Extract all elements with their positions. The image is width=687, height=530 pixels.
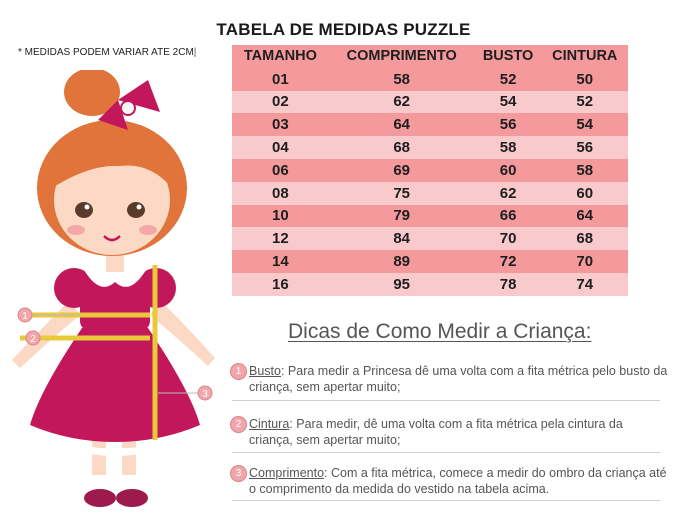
cell-length: 62	[393, 93, 411, 111]
cell-length: 89	[393, 253, 411, 271]
table-row	[232, 136, 628, 159]
cell-size: 03	[272, 116, 289, 134]
tip-text	[249, 416, 670, 448]
tip-number-badge: 1	[230, 363, 247, 380]
cell-length: 64	[393, 116, 411, 134]
hair-bow-knot	[121, 101, 135, 115]
cell-waist: 50	[576, 70, 594, 88]
header-comprimento: COMPRIMENTO	[346, 48, 457, 65]
tip-waist	[230, 416, 670, 448]
cell-size: 16	[272, 275, 289, 293]
tip-divider	[232, 400, 660, 401]
cell-bust: 70	[499, 230, 517, 248]
cell-waist: 52	[576, 93, 594, 111]
table-row	[232, 205, 628, 228]
cell-waist: 58	[576, 161, 594, 179]
cell-bust: 58	[499, 139, 517, 157]
size-table	[232, 45, 628, 296]
tip-divider	[232, 452, 660, 453]
tip-description: : Para medir, dê uma volta com a fita métrica pela cintura da criança, sem apertar muito;	[249, 417, 623, 447]
cell-size: 08	[272, 184, 289, 202]
header-busto: BUSTO	[482, 48, 534, 65]
cell-size: 06	[272, 161, 289, 179]
cell-bust: 54	[499, 93, 517, 111]
tip-keyword: Comprimento	[249, 466, 325, 480]
left-shoe	[84, 489, 116, 507]
cell-bust: 66	[499, 207, 517, 225]
cell-size: 14	[272, 253, 289, 271]
table-row	[232, 91, 628, 114]
cell-waist: 68	[576, 230, 594, 248]
cell-size: 01	[272, 70, 289, 88]
dress-skirt	[30, 328, 200, 442]
cell-waist: 64	[576, 207, 594, 225]
left-cheek	[67, 225, 85, 235]
right-eye	[127, 202, 145, 218]
cell-bust: 72	[499, 253, 517, 271]
tip-bust	[230, 363, 670, 395]
table-row	[232, 113, 628, 136]
tip-divider	[232, 500, 660, 501]
text-cursor-bar: |	[193, 47, 197, 58]
tip-text	[249, 363, 670, 395]
marker-1-label: 1	[22, 311, 28, 322]
cell-length: 79	[393, 207, 411, 225]
right-shoe	[116, 489, 148, 507]
cell-length: 58	[393, 70, 411, 88]
left-eye	[75, 202, 93, 218]
tip-keyword: Cintura	[249, 417, 290, 431]
cell-size: 10	[272, 207, 289, 225]
cell-waist: 56	[576, 139, 594, 157]
cell-bust: 62	[499, 184, 517, 202]
cell-bust: 52	[499, 70, 517, 88]
cell-length: 68	[393, 139, 411, 157]
tip-number-badge: 3	[230, 465, 247, 482]
marker-3-label: 3	[202, 389, 208, 400]
cell-waist: 60	[576, 184, 594, 202]
tip-length	[230, 465, 670, 497]
right-eye-shine	[137, 205, 142, 210]
table-row	[232, 159, 628, 182]
header-cintura: CINTURA	[552, 48, 618, 65]
cell-waist: 70	[576, 253, 594, 271]
cell-waist: 54	[576, 116, 594, 134]
cell-length: 69	[393, 161, 411, 179]
size-variation-note-text: * MEDIDAS PODEM VARIAR ATE 2CM	[18, 47, 194, 58]
size-table-header-row	[232, 45, 628, 68]
table-row	[232, 68, 628, 91]
cell-length: 84	[393, 230, 411, 248]
girl-illustration	[0, 70, 225, 525]
cell-bust: 56	[499, 116, 517, 134]
cell-bust: 60	[499, 161, 517, 179]
table-row	[232, 227, 628, 250]
cell-length: 75	[393, 184, 411, 202]
cell-length: 95	[393, 275, 411, 293]
table-row	[232, 273, 628, 296]
tip-description: : Com a fita métrica, comece a medir do ombro da criança até o comprimento da medida do vestido na tabela acima.	[249, 466, 667, 496]
cell-size: 04	[272, 139, 289, 157]
marker-2-label: 2	[30, 334, 36, 345]
tip-text	[249, 465, 670, 497]
table-row	[232, 250, 628, 273]
cell-waist: 74	[576, 275, 594, 293]
cell-size: 12	[272, 230, 289, 248]
tip-keyword: Busto	[249, 364, 281, 378]
cell-size: 02	[272, 93, 289, 111]
page-title: TABELA DE MEDIDAS PUZZLE	[216, 20, 471, 39]
size-variation-note	[18, 47, 196, 58]
tip-description: : Para medir a Princesa dê uma volta com a fita métrica pelo busto da criança, sem apertar muito;	[249, 364, 668, 394]
tips-title: Dicas de Como Medir a Criança:	[288, 320, 592, 343]
table-row	[232, 182, 628, 205]
header-tamanho: TAMANHO	[243, 48, 317, 65]
right-cheek	[139, 225, 157, 235]
tip-number-badge: 2	[230, 416, 247, 433]
left-eye-shine	[85, 205, 90, 210]
cell-bust: 78	[499, 275, 517, 293]
